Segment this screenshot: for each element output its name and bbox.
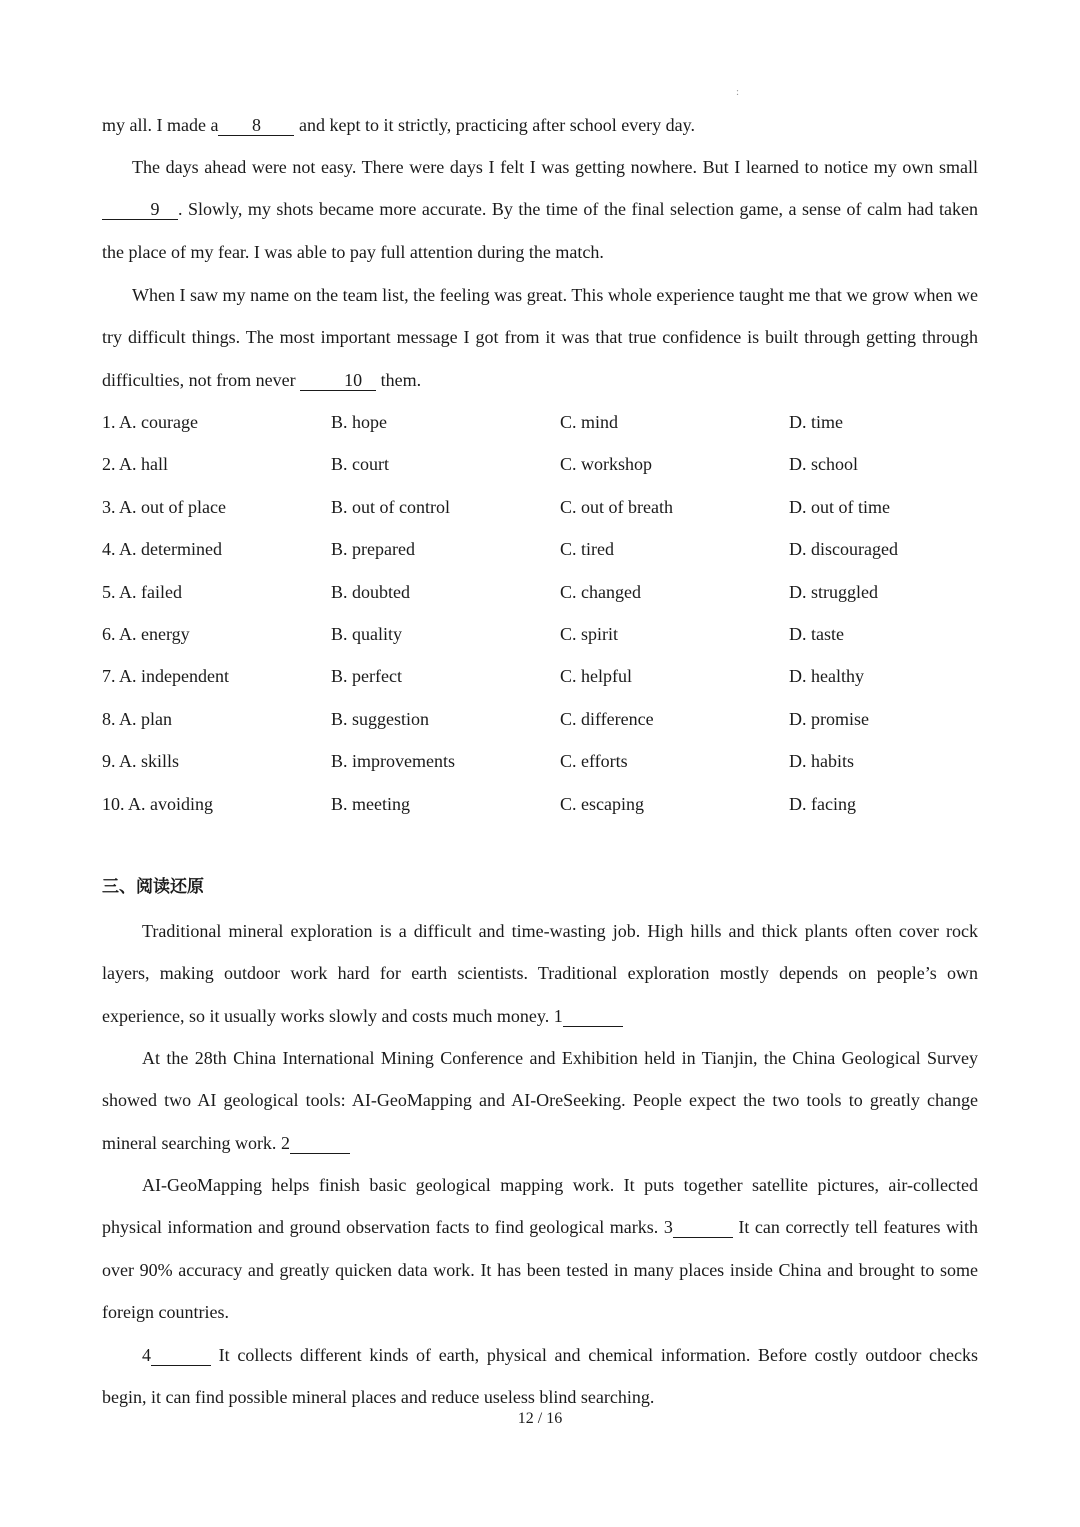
answer-blank-4 [151,1345,211,1366]
option-a: 10. A. avoiding [102,793,213,814]
option-c: C. out of breath [560,496,673,517]
option-c: C. workshop [560,454,653,475]
option-b: B. prepared [331,539,415,560]
blank-number-1: 1 [553,1005,563,1026]
blank-number-3: 3 [663,1217,673,1238]
passage-text: and kept to it strictly, practicing after school every day. [294,115,695,135]
reading-paragraph-4 [102,1334,978,1419]
option-b: B. suggestion [331,708,430,729]
option-d: D. healthy [789,666,864,687]
passage-paragraph-2 [102,146,978,273]
option-row [102,486,1002,528]
passage-text: them. [376,369,422,390]
option-row [102,443,1002,485]
reading-paragraph-2 [102,1037,978,1164]
reading-text: Traditional mineral exploration is a difficult and time-wasting job. High hills and thick plants often cover rock layers, making outdoor work hard for earth scientists. Traditional exploration mostly depends on people’s own experience, so it usually works slowly and costs much money. [102,921,978,1026]
reading-paragraph-1 [102,910,978,1037]
option-b: B. court [331,454,389,475]
reading-text: It collects different kinds of earth, physical and chemical information. Before costly outdoor checks begin, it can find possible mineral places and reduce useless blind searching. [102,1345,978,1408]
passage-text: When I saw my name on the team list, the feeling was great. This whole experience taught me that we grow when we try difficult things. The most important message I got from it was that true confidence is built through getting through difficulties, not from never [102,285,978,390]
option-d: D. school [789,454,858,475]
passage-text: my all. I made a [102,115,219,135]
reading-text: It can correctly tell features with over 90% accuracy and greatly quicken data work. It has been tested in many places inside China and brought to some foreign countries. [102,1217,978,1323]
reading-paragraph-3 [102,1164,978,1334]
option-c: C. tired [560,539,614,560]
option-a: 5. A. failed [102,581,182,602]
section-title: 三、阅读还原 [102,877,204,897]
option-c: C. efforts [560,751,628,772]
option-d: D. promise [789,708,869,729]
page-number: 12 / 16 [517,1410,563,1427]
option-a: 2. A. hall [102,454,168,475]
option-c: C. escaping [560,793,644,814]
option-row [102,655,1002,697]
option-c: C. changed [560,581,641,602]
option-d: D. habits [789,751,854,772]
option-d: D. out of time [789,496,890,517]
passage-text: . Slowly, my shots became more accurate. By the time of the final selection game, a sense of calm had taken the place of my fear. I was able to pay full attention during the match. [102,199,978,262]
option-d: D. struggled [789,581,878,602]
option-b: B. improvements [331,751,455,772]
option-row [102,783,1002,825]
option-row [102,528,1002,570]
option-row [102,613,1002,655]
option-d: D. discouraged [789,539,898,560]
option-c: C. spirit [560,623,619,644]
option-c: C. helpful [560,666,632,687]
option-a: 8. A. plan [102,708,172,729]
option-b: B. doubted [331,581,410,602]
blank-number-2: 2 [280,1132,290,1153]
option-a: 4. A. determined [102,539,222,560]
answer-blank-2 [290,1133,350,1154]
option-b: B. meeting [331,793,410,814]
option-a: 7. A. independent [102,666,229,687]
blank-10: 10 [300,370,376,391]
blank-8: 8 [218,115,294,136]
option-row [102,401,1002,443]
passage-paragraph-1 [102,104,978,146]
option-a: 9. A. skills [102,751,180,772]
corner-mark: : [736,86,740,98]
option-c: C. difference [560,708,654,729]
blank-9: 9 [102,199,178,220]
reading-text: At the 28th China International Mining Conference and Exhibition held in Tianjin, the China Geological Survey showed two AI geological tools: AI-GeoMapping and AI-OreSeeking. People expect the two tools to greatly change mineral searching work. [102,1048,978,1153]
option-b: B. out of control [331,496,450,517]
reading-text: AI-GeoMapping helps finish basic geological mapping work. It puts together satellite pictures, air-collected physical information and ground observation facts to find geological marks. [102,1175,978,1238]
option-d: D. taste [789,623,844,644]
option-a: 3. A. out of place [102,496,226,517]
blank-number-4: 4 [142,1345,151,1365]
option-row [102,698,1002,740]
option-row [102,740,1002,782]
option-b: B. hope [331,412,387,432]
options-table [102,401,1002,825]
option-d: D. facing [789,793,856,814]
option-d: D. time [789,412,843,432]
option-a: 6. A. energy [102,623,190,644]
option-c: C. mind [560,412,619,432]
option-b: B. quality [331,623,402,644]
passage-text: The days ahead were not easy. There were days I felt I was getting nowhere. But I learned to notice my own small [132,157,978,177]
option-row [102,571,1002,613]
passage-paragraph-3 [102,274,978,401]
answer-blank-1 [563,1006,623,1027]
option-a: 1. A. courage [102,412,198,432]
option-b: B. perfect [331,666,402,687]
answer-blank-3 [673,1217,733,1238]
